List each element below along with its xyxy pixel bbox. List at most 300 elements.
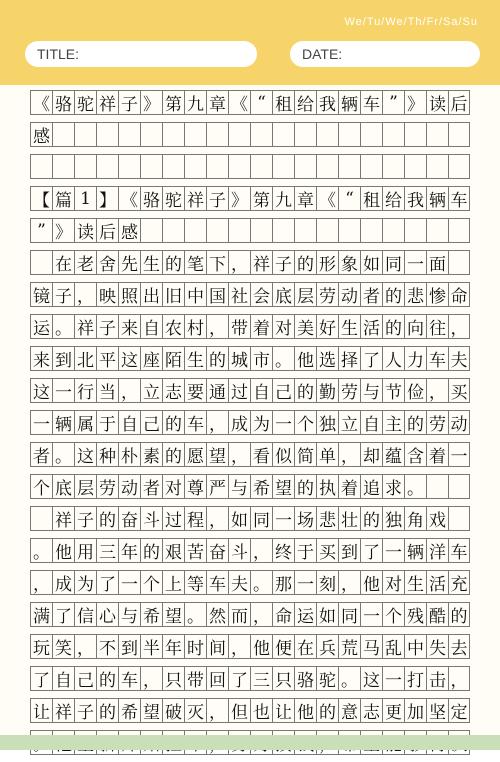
grid-cell: 要 xyxy=(184,379,206,402)
grid-cell: 兵 xyxy=(316,635,338,658)
grid-cell xyxy=(426,475,448,498)
grid-cell: 看 xyxy=(250,443,272,466)
grid-row xyxy=(30,154,470,179)
grid-cell: 祥 xyxy=(96,91,118,114)
grid-cell: 酷 xyxy=(426,603,448,626)
grid-cell: 车 xyxy=(426,347,448,370)
grid-cell: 会 xyxy=(250,283,272,306)
grid-cell: 车 xyxy=(206,571,228,594)
grid-cell: ， xyxy=(74,635,96,658)
grid-cell: 一 xyxy=(30,411,52,434)
grid-cell: 单 xyxy=(316,443,338,466)
grid-cell: 的 xyxy=(404,411,426,434)
grid-cell: 但 xyxy=(228,699,250,722)
grid-cell: 用 xyxy=(74,539,96,562)
grid-cell: 勤 xyxy=(316,379,338,402)
grid-cell: 立 xyxy=(140,379,162,402)
grid-cell: 者 xyxy=(140,475,162,498)
grid-cell xyxy=(206,155,228,178)
grid-cell xyxy=(52,155,74,178)
grid-cell: 玩 xyxy=(30,635,52,658)
grid-cell: 过 xyxy=(228,379,250,402)
grid-cell: 朴 xyxy=(118,443,140,466)
grid-cell: 车 xyxy=(448,187,470,210)
date-label: DATE: xyxy=(302,46,343,62)
grid-cell: 九 xyxy=(272,187,294,210)
grid-cell: 而 xyxy=(228,603,250,626)
grid-cell: 驼 xyxy=(74,91,96,114)
grid-cell: 灭 xyxy=(184,699,206,722)
footer-strip xyxy=(0,735,500,750)
grid-cell: 的 xyxy=(294,379,316,402)
grid-cell: 满 xyxy=(30,603,52,626)
grid-cell xyxy=(360,155,382,178)
grid-cell: 生 xyxy=(338,315,360,338)
grid-row xyxy=(30,378,470,403)
grid-cell: ， xyxy=(228,251,250,274)
grid-cell: 一 xyxy=(118,571,140,594)
grid-cell xyxy=(272,123,294,146)
grid-cell: 他 xyxy=(360,571,382,594)
grid-cell: 然 xyxy=(206,603,228,626)
grid-cell: 子 xyxy=(52,283,74,306)
grid-cell xyxy=(118,155,140,178)
grid-cell xyxy=(228,155,250,178)
grid-cell xyxy=(162,219,184,242)
grid-cell: 村 xyxy=(184,315,206,338)
grid-cell: 蕴 xyxy=(382,443,404,466)
grid-cell xyxy=(228,123,250,146)
grid-cell: 笑 xyxy=(52,635,74,658)
grid-cell: 辆 xyxy=(52,411,74,434)
grid-cell: 》 xyxy=(52,219,74,242)
grid-cell: 只 xyxy=(272,667,294,690)
grid-cell: 通 xyxy=(206,379,228,402)
grid-cell xyxy=(448,475,470,498)
grid-cell xyxy=(206,219,228,242)
grid-cell: 祥 xyxy=(52,699,74,722)
grid-cell: 镜 xyxy=(30,283,52,306)
grid-cell: 志 xyxy=(162,379,184,402)
grid-cell xyxy=(404,155,426,178)
grid-cell: 年 xyxy=(162,635,184,658)
grid-cell: 车 xyxy=(118,667,140,690)
title-label: TITLE: xyxy=(37,46,80,62)
grid-row xyxy=(30,602,470,627)
grid-cell: 他 xyxy=(294,699,316,722)
grid-cell: 《 xyxy=(228,91,250,114)
grid-cell: 》 xyxy=(228,187,250,210)
grid-cell: 悲 xyxy=(404,283,426,306)
grid-cell: ， xyxy=(448,667,470,690)
grid-cell: 如 xyxy=(316,603,338,626)
grid-cell xyxy=(96,155,118,178)
grid-cell: 回 xyxy=(206,667,228,690)
grid-cell: 骆 xyxy=(294,667,316,690)
grid-cell: 如 xyxy=(228,507,250,530)
grid-cell: 希 xyxy=(140,603,162,626)
grid-cell: 了 xyxy=(360,347,382,370)
grid-row xyxy=(30,634,470,659)
grid-row xyxy=(30,122,470,147)
grid-cell: 苦 xyxy=(184,539,206,562)
grid-cell: 三 xyxy=(250,667,272,690)
grid-cell: 映 xyxy=(96,283,118,306)
grid-cell: 我 xyxy=(316,91,338,114)
grid-cell: 定 xyxy=(448,699,470,722)
grid-cell: 破 xyxy=(162,699,184,722)
grid-cell: 买 xyxy=(316,539,338,562)
grid-cell xyxy=(448,251,470,274)
grid-cell: ， xyxy=(206,315,228,338)
grid-cell: 奋 xyxy=(206,539,228,562)
grid-cell: 的 xyxy=(294,251,316,274)
grid-cell: 舍 xyxy=(96,251,118,274)
grid-cell: 的 xyxy=(96,667,118,690)
grid-cell xyxy=(30,251,52,274)
grid-cell: 成 xyxy=(228,411,250,434)
grid-cell: 失 xyxy=(426,635,448,658)
grid-cell: 第 xyxy=(162,91,184,114)
grid-cell: 一 xyxy=(382,667,404,690)
grid-cell: 这 xyxy=(74,443,96,466)
grid-cell: 的 xyxy=(206,347,228,370)
grid-cell: 似 xyxy=(272,443,294,466)
grid-cell xyxy=(250,219,272,242)
grid-cell: 艰 xyxy=(162,539,184,562)
grid-cell: 望 xyxy=(206,443,228,466)
grid-cell: 当 xyxy=(96,379,118,402)
grid-cell: 了 xyxy=(52,603,74,626)
grid-cell: 。 xyxy=(272,347,294,370)
grid-cell: 时 xyxy=(184,635,206,658)
grid-cell: 动 xyxy=(118,475,140,498)
grid-cell: 自 xyxy=(140,315,162,338)
grid-cell: 如 xyxy=(360,251,382,274)
grid-cell: 了 xyxy=(360,539,382,562)
grid-cell: 子 xyxy=(206,187,228,210)
grid-cell xyxy=(30,155,52,178)
grid-cell: 《 xyxy=(118,187,140,210)
grid-cell: 乱 xyxy=(382,635,404,658)
grid-cell: 感 xyxy=(118,219,140,242)
grid-cell: 成 xyxy=(52,571,74,594)
grid-cell: 一 xyxy=(52,379,74,402)
grid-cell: 祥 xyxy=(184,187,206,210)
grid-cell: 选 xyxy=(316,347,338,370)
grid-cell: 刻 xyxy=(316,571,338,594)
grid-cell xyxy=(272,219,294,242)
grid-cell: 着 xyxy=(338,475,360,498)
grid-cell: 笔 xyxy=(184,251,206,274)
writing-grid xyxy=(30,90,470,762)
grid-cell: 追 xyxy=(360,475,382,498)
header-banner xyxy=(0,0,500,85)
grid-cell: 一 xyxy=(404,251,426,274)
grid-cell: 与 xyxy=(360,379,382,402)
grid-cell: 中 xyxy=(184,283,206,306)
grid-cell: 愿 xyxy=(184,443,206,466)
grid-cell: 对 xyxy=(382,571,404,594)
grid-cell: 】 xyxy=(96,187,118,210)
grid-cell xyxy=(448,155,470,178)
grid-cell: 象 xyxy=(338,251,360,274)
grid-cell: 他 xyxy=(250,635,272,658)
grid-cell: 洋 xyxy=(426,539,448,562)
grid-cell: 人 xyxy=(382,347,404,370)
grid-cell: 到 xyxy=(52,347,74,370)
grid-cell: ， xyxy=(228,635,250,658)
grid-cell: 过 xyxy=(162,507,184,530)
grid-cell: 夫 xyxy=(448,347,470,370)
grid-cell: 一 xyxy=(272,411,294,434)
grid-cell: 同 xyxy=(382,251,404,274)
grid-cell xyxy=(316,155,338,178)
grid-cell: “ xyxy=(338,187,360,210)
grid-cell: 他 xyxy=(52,539,74,562)
grid-cell: 于 xyxy=(294,539,316,562)
grid-cell: 子 xyxy=(74,699,96,722)
grid-cell xyxy=(448,123,470,146)
grid-cell: 先 xyxy=(118,251,140,274)
grid-cell: 望 xyxy=(162,603,184,626)
grid-cell: 辆 xyxy=(426,187,448,210)
grid-cell: 奋 xyxy=(118,507,140,530)
grid-row xyxy=(30,538,470,563)
grid-cell xyxy=(448,507,470,530)
grid-cell: 求 xyxy=(382,475,404,498)
grid-cell: 三 xyxy=(96,539,118,562)
grid-cell: 同 xyxy=(338,603,360,626)
grid-cell: 打 xyxy=(404,667,426,690)
grid-cell: 与 xyxy=(228,475,250,498)
grid-cell: 美 xyxy=(294,315,316,338)
grid-cell: 驼 xyxy=(162,187,184,210)
grid-cell: 租 xyxy=(272,91,294,114)
grid-cell: 社 xyxy=(228,283,250,306)
grid-cell: 骆 xyxy=(140,187,162,210)
grid-cell xyxy=(184,123,206,146)
grid-cell: 这 xyxy=(360,667,382,690)
grid-cell: 独 xyxy=(382,507,404,530)
grid-cell: 的 xyxy=(140,539,162,562)
grid-cell xyxy=(426,155,448,178)
grid-cell xyxy=(426,219,448,242)
grid-cell xyxy=(140,123,162,146)
grid-row xyxy=(30,218,470,243)
grid-cell xyxy=(382,219,404,242)
grid-cell: 主 xyxy=(382,411,404,434)
grid-row xyxy=(30,186,470,211)
grid-cell: 希 xyxy=(118,699,140,722)
grid-cell: 运 xyxy=(30,315,52,338)
grid-cell: 的 xyxy=(294,475,316,498)
grid-cell: 读 xyxy=(426,91,448,114)
grid-cell: 我 xyxy=(404,187,426,210)
grid-cell: 半 xyxy=(140,635,162,658)
grid-cell: 《 xyxy=(30,91,52,114)
grid-cell: 篇 xyxy=(52,187,74,210)
grid-cell xyxy=(52,123,74,146)
title-field[interactable] xyxy=(25,41,257,67)
grid-cell xyxy=(382,123,404,146)
grid-cell: 同 xyxy=(250,507,272,530)
grid-cell: 这 xyxy=(118,347,140,370)
grid-cell: 也 xyxy=(250,699,272,722)
grid-cell: 的 xyxy=(382,315,404,338)
grid-row xyxy=(30,346,470,371)
grid-cell: 己 xyxy=(272,379,294,402)
grid-row xyxy=(30,250,470,275)
grid-cell: 的 xyxy=(382,283,404,306)
grid-cell: 农 xyxy=(162,315,184,338)
grid-cell: 那 xyxy=(272,571,294,594)
date-field[interactable] xyxy=(290,41,480,67)
grid-cell: 场 xyxy=(294,507,316,530)
grid-cell: 车 xyxy=(360,91,382,114)
grid-cell: 驼 xyxy=(316,667,338,690)
grid-cell: 辆 xyxy=(338,91,360,114)
grid-cell: 命 xyxy=(272,603,294,626)
grid-cell: 给 xyxy=(382,187,404,210)
grid-cell: 立 xyxy=(338,411,360,434)
grid-cell: 北 xyxy=(74,347,96,370)
grid-cell: 运 xyxy=(294,603,316,626)
grid-cell: 己 xyxy=(140,411,162,434)
grid-cell: 角 xyxy=(404,507,426,530)
grid-cell: 志 xyxy=(360,699,382,722)
grid-cell: 子 xyxy=(272,251,294,274)
grid-cell: 劳 xyxy=(96,475,118,498)
grid-cell: 意 xyxy=(338,699,360,722)
grid-cell: 含 xyxy=(404,443,426,466)
grid-cell: 。 xyxy=(52,315,74,338)
grid-cell: 祥 xyxy=(74,315,96,338)
grid-cell xyxy=(338,219,360,242)
grid-cell: 了 xyxy=(96,571,118,594)
weekday-selector[interactable]: We/Tu/We/Th/Fr/Sa/Su xyxy=(344,16,478,28)
grid-cell: ， xyxy=(30,571,52,594)
grid-cell: 动 xyxy=(338,283,360,306)
grid-cell: 壮 xyxy=(338,507,360,530)
grid-cell: 座 xyxy=(140,347,162,370)
grid-cell: 惨 xyxy=(426,283,448,306)
grid-cell: 了 xyxy=(30,667,52,690)
grid-cell: 照 xyxy=(118,283,140,306)
grid-cell: 辆 xyxy=(404,539,426,562)
grid-cell: 一 xyxy=(360,603,382,626)
grid-cell: 一 xyxy=(448,443,470,466)
grid-cell: 祥 xyxy=(250,251,272,274)
grid-cell: ， xyxy=(206,411,228,434)
grid-cell xyxy=(228,219,250,242)
grid-cell: 面 xyxy=(426,251,448,274)
grid-cell: 充 xyxy=(448,571,470,594)
grid-cell: 个 xyxy=(30,475,52,498)
grid-row xyxy=(30,474,470,499)
grid-cell: 自 xyxy=(118,411,140,434)
grid-cell: 的 xyxy=(162,443,184,466)
grid-cell: 自 xyxy=(52,667,74,690)
grid-cell: 劳 xyxy=(338,379,360,402)
grid-cell xyxy=(162,123,184,146)
grid-cell: 简 xyxy=(294,443,316,466)
grid-cell: 坚 xyxy=(426,699,448,722)
grid-cell: 望 xyxy=(272,475,294,498)
grid-cell: 程 xyxy=(184,507,206,530)
grid-cell: 于 xyxy=(96,411,118,434)
grid-cell: 活 xyxy=(360,315,382,338)
grid-cell: 者 xyxy=(30,443,52,466)
grid-cell xyxy=(448,219,470,242)
grid-cell: 一 xyxy=(382,539,404,562)
grid-cell: 希 xyxy=(250,475,272,498)
grid-cell: 买 xyxy=(448,379,470,402)
grid-cell: 底 xyxy=(272,283,294,306)
grid-cell: 骆 xyxy=(52,91,74,114)
grid-cell: 底 xyxy=(52,475,74,498)
grid-cell: 了 xyxy=(228,667,250,690)
grid-cell: ， xyxy=(228,443,250,466)
grid-cell: 国 xyxy=(206,283,228,306)
grid-cell: 为 xyxy=(250,411,272,434)
grid-cell: 力 xyxy=(404,347,426,370)
grid-cell: 个 xyxy=(294,411,316,434)
grid-cell: 子 xyxy=(74,507,96,530)
grid-cell: 斗 xyxy=(140,507,162,530)
grid-cell: 租 xyxy=(360,187,382,210)
grid-cell: 严 xyxy=(206,475,228,498)
grid-cell xyxy=(426,123,448,146)
grid-cell: 带 xyxy=(184,667,206,690)
grid-cell: 》 xyxy=(140,91,162,114)
grid-cell: 属 xyxy=(74,411,96,434)
grid-cell: ， xyxy=(448,315,470,338)
grid-cell: 。 xyxy=(338,667,360,690)
grid-cell: 去 xyxy=(448,635,470,658)
grid-cell: ， xyxy=(140,667,162,690)
grid-cell: 车 xyxy=(184,411,206,434)
grid-cell: 自 xyxy=(250,379,272,402)
grid-row xyxy=(30,90,470,115)
grid-cell: 年 xyxy=(118,539,140,562)
grid-cell: 者 xyxy=(360,283,382,306)
grid-cell xyxy=(404,219,426,242)
grid-cell: 。 xyxy=(184,603,206,626)
grid-cell: 对 xyxy=(272,315,294,338)
grid-cell: ， xyxy=(426,379,448,402)
grid-cell: 让 xyxy=(30,699,52,722)
grid-cell: 》 xyxy=(404,91,426,114)
grid-cell xyxy=(360,123,382,146)
grid-cell: 执 xyxy=(316,475,338,498)
grid-cell: 择 xyxy=(338,347,360,370)
grid-cell: “ xyxy=(250,91,272,114)
grid-cell: 间 xyxy=(206,635,228,658)
grid-row xyxy=(30,666,470,691)
grid-row xyxy=(30,314,470,339)
grid-cell: 与 xyxy=(118,603,140,626)
grid-cell: 悲 xyxy=(316,507,338,530)
grid-cell: 在 xyxy=(294,635,316,658)
grid-cell: 章 xyxy=(294,187,316,210)
grid-cell: 。 xyxy=(52,443,74,466)
grid-row xyxy=(30,410,470,435)
grid-cell: 在 xyxy=(52,251,74,274)
grid-row xyxy=(30,506,470,531)
grid-cell: ” xyxy=(382,91,404,114)
grid-cell: 对 xyxy=(162,475,184,498)
